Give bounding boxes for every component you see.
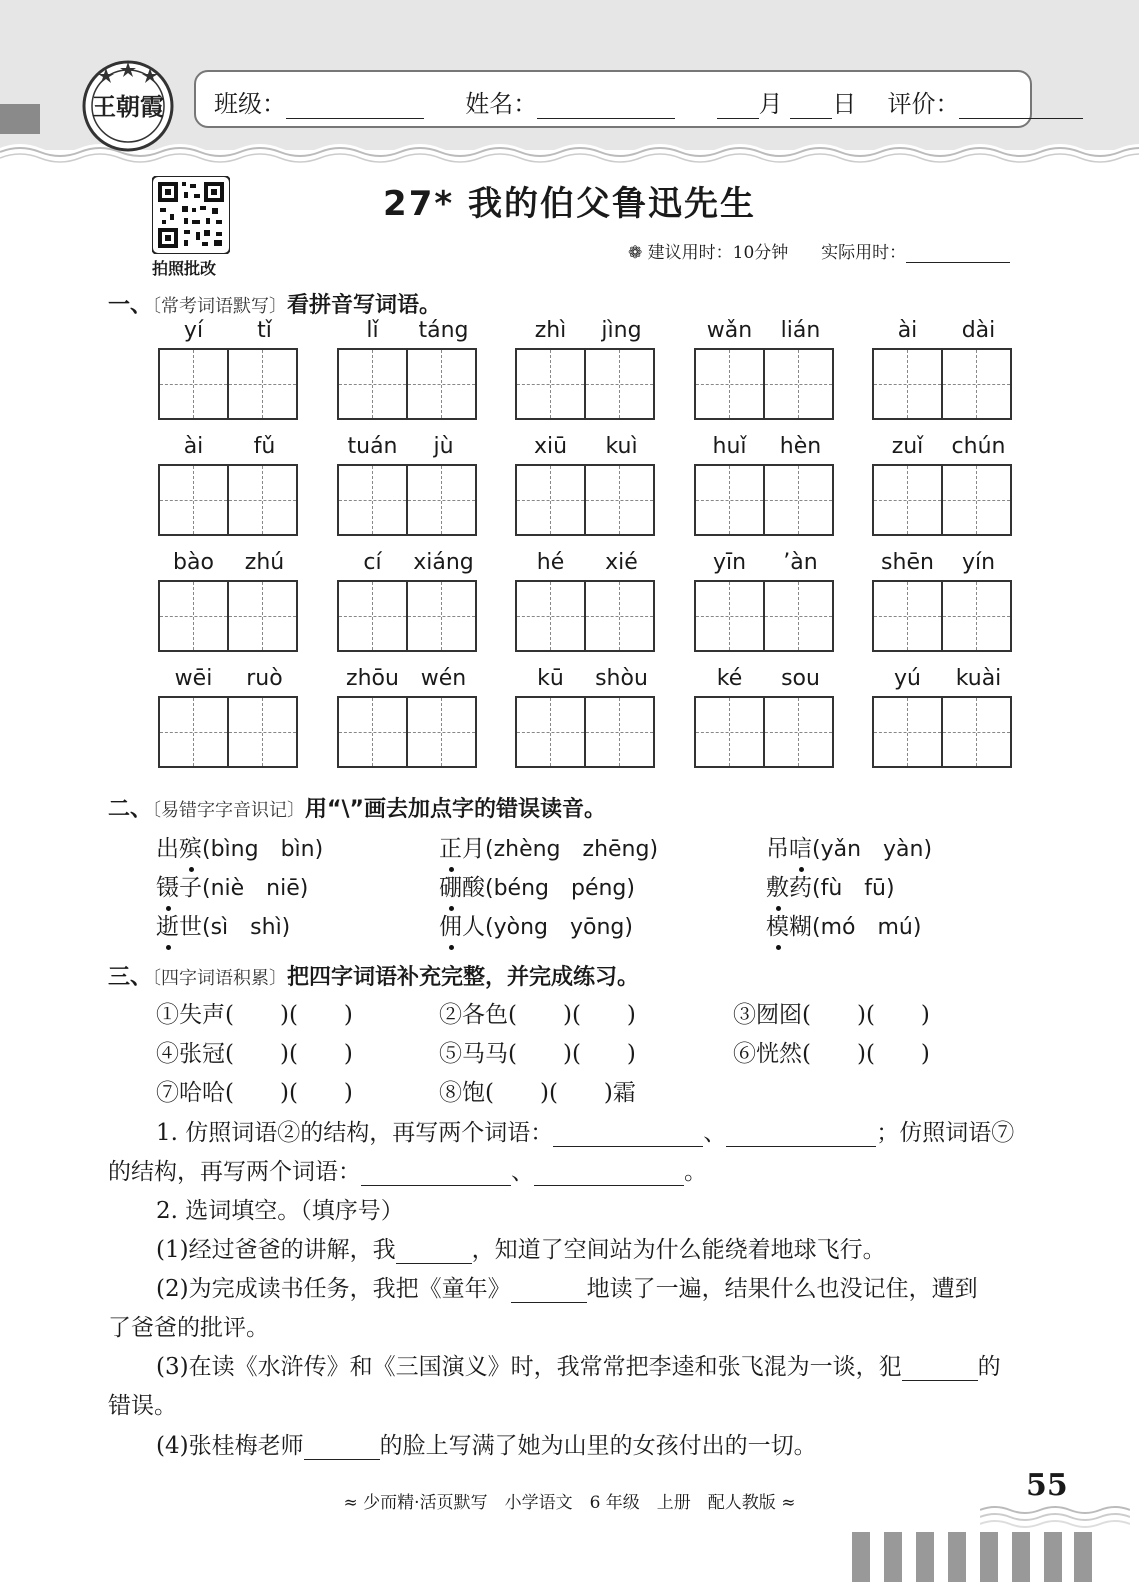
pinyin-syllable: hèn (779, 434, 822, 459)
dotted-char-text: 正 (439, 836, 462, 862)
month-label: 月 (758, 90, 783, 118)
pinyin-syllable: yú (894, 666, 921, 691)
dotted-char (766, 875, 789, 901)
writing-cell[interactable] (584, 580, 655, 652)
dotted-char (766, 914, 789, 940)
pinyin-syllable: ké (716, 666, 743, 691)
pinyin-syllable: wén (420, 666, 467, 691)
pinyin-syllable: zuǐ (891, 434, 924, 459)
pinyin-label (694, 550, 836, 580)
writing-cell[interactable] (941, 696, 1012, 768)
page-title: 27* 我的伯父鲁迅先生 (383, 184, 756, 224)
s4-blank[interactable] (304, 1437, 380, 1460)
pinyin-options[interactable]: (niè niē) (202, 876, 309, 901)
writing-cell[interactable] (406, 580, 477, 652)
pinyin-options[interactable]: (yǎn yàn) (812, 837, 933, 862)
s3-blank[interactable] (902, 1358, 978, 1381)
bottom-bars (852, 1532, 1092, 1582)
pinyin-syllable: yí (183, 318, 204, 343)
pinyin-syllable: sou (781, 666, 820, 691)
pinyin-label (694, 666, 836, 696)
writing-cell[interactable] (515, 696, 586, 768)
pinyin-label (158, 550, 300, 580)
pinyin-syllable: lǐ (366, 318, 379, 343)
pinyin-label (337, 666, 479, 696)
sentence-1: (1)经过爸爸的讲解，我 ，知道了空间站为什么能绕着地球飞行。 (156, 1237, 886, 1263)
section2-heading: 二、〔易错字字音识记〕用“\”画去加点字的错误读音。 (108, 797, 606, 822)
emphasis-dot (776, 945, 781, 950)
writing-cell[interactable] (515, 464, 586, 536)
sentence-3-line1: (3)在读《水浒传》和《三国演义》时，我常常把李逵和张飞混为一谈，犯 的 (156, 1354, 1001, 1380)
dotted-char-text: 硼 (439, 875, 462, 901)
writing-cell[interactable] (227, 696, 298, 768)
pinyin-syllable: zhì (534, 318, 567, 343)
pinyin-syllable: ài (897, 318, 918, 343)
pronunciation-item (156, 908, 290, 941)
sentence-3-line2: 错误。 (108, 1393, 177, 1419)
word-part: 药 (789, 875, 812, 901)
writing-cell[interactable] (406, 464, 477, 536)
question-1-line1: 1. 仿照词语②的结构，再写两个词语： 、 ；仿照词语⑦ (156, 1120, 1015, 1146)
dotted-char-text: 唁 (789, 836, 812, 862)
dotted-char (439, 836, 462, 862)
writing-cell[interactable] (872, 464, 943, 536)
writing-cell[interactable] (337, 464, 408, 536)
idiom-item[interactable]: ①失声( )( ) (156, 1002, 353, 1028)
word-part: 世 (179, 914, 202, 940)
pinyin-syllable: zhōu (346, 666, 399, 691)
day-field[interactable] (790, 94, 832, 119)
pinyin-syllable: kuài (955, 666, 1002, 691)
writing-cell[interactable] (872, 348, 943, 420)
time-line (628, 238, 1010, 263)
pinyin-syllable: chún (951, 434, 1006, 459)
pinyin-label (337, 318, 479, 348)
q1-blank-4[interactable] (534, 1163, 684, 1186)
pinyin-label (872, 666, 1014, 696)
writing-cell[interactable] (872, 696, 943, 768)
idiom-item[interactable]: ③囫囵( )( ) (733, 1002, 930, 1028)
s1-blank[interactable] (396, 1241, 472, 1264)
writing-cell[interactable] (763, 696, 834, 768)
pinyin-syllable: zhú (244, 550, 285, 575)
actual-time-label: 实际用时： (821, 243, 907, 263)
class-label: 班级： (214, 90, 286, 118)
pinyin-syllable: cí (363, 550, 382, 575)
pinyin-label (515, 318, 657, 348)
dotted-char (789, 836, 812, 862)
sentence-2-line1: (2)为完成读书任务，我把《童年》 地读了一遍，结果什么也没记住，遭到 (156, 1276, 978, 1302)
s2-blank[interactable] (511, 1280, 587, 1303)
pinyin-syllable: tǐ (257, 318, 272, 343)
sentence-4: (4)张桂梅老师 的脸上写满了她为山里的女孩付出的一切。 (156, 1433, 817, 1459)
pinyin-syllable: xié (605, 550, 638, 575)
pinyin-label (158, 318, 300, 348)
pinyin-label (872, 318, 1014, 348)
footer-text: ≈ 少而精·活页默写 小学语文 6 年级 上册 配人教版 ≈ (343, 1493, 796, 1513)
dotted-char-text: 模 (766, 914, 789, 940)
word-part: 吊 (766, 836, 789, 862)
footer-wave (980, 1500, 1130, 1530)
word-part: 月 (462, 836, 485, 862)
dotted-char-text: 佣 (439, 914, 462, 940)
pinyin-label (337, 550, 479, 580)
gear-icon: ❁ (628, 243, 643, 263)
writing-cell[interactable] (694, 348, 765, 420)
pinyin-syllable: dài (961, 318, 996, 343)
pinyin-options[interactable]: (mó mú) (812, 915, 922, 940)
qr-label: 拍照批改 (152, 259, 217, 278)
idiom-item[interactable]: ⑧饱( )( )霜 (439, 1080, 636, 1106)
dotted-char (179, 836, 202, 862)
writing-cell[interactable] (763, 464, 834, 536)
writing-cell[interactable] (515, 580, 586, 652)
pinyin-options[interactable]: (sì shì) (202, 915, 291, 940)
pinyin-label (158, 666, 300, 696)
dotted-char (156, 875, 179, 901)
sentence-2-line2: 了爸爸的批评。 (108, 1315, 269, 1341)
pronunciation-item (766, 869, 895, 902)
pinyin-syllable: huǐ (712, 434, 747, 459)
pinyin-syllable: yīn (712, 550, 747, 575)
eval-label: 评价： (887, 90, 960, 118)
writing-cell[interactable] (158, 348, 229, 420)
pinyin-label (872, 434, 1014, 464)
suggested-time: 建议用时：10分钟 (647, 243, 789, 263)
idiom-item[interactable]: ⑦哈哈( )( ) (156, 1080, 353, 1106)
pinyin-options[interactable]: (fù fū) (812, 876, 895, 901)
pinyin-syllable: kū (537, 666, 564, 691)
class-field[interactable] (286, 94, 424, 119)
writing-cell[interactable] (941, 348, 1012, 420)
dotted-char-text: 敷 (766, 875, 789, 901)
name-field[interactable] (537, 94, 675, 119)
pinyin-options[interactable]: (bìng bìn) (202, 837, 324, 862)
writing-cell[interactable] (694, 464, 765, 536)
pronunciation-item (156, 830, 323, 863)
actual-time-field[interactable] (906, 242, 1010, 263)
emphasis-dot (449, 945, 454, 950)
page-number: 55 (1026, 1468, 1068, 1503)
pinyin-options[interactable]: (zhèng zhēng) (485, 837, 659, 862)
section1-heading: 一、〔常考词语默写〕看拼音写词语。 (108, 293, 442, 318)
writing-cell[interactable] (337, 696, 408, 768)
pronunciation-item (439, 830, 658, 863)
word-part: 人 (462, 914, 485, 940)
dotted-char (439, 914, 462, 940)
section3-heading: 三、〔四字词语积累〕把四字词语补充完整，并完成练习。 (108, 965, 640, 990)
pronunciation-item (439, 869, 635, 902)
writing-cell[interactable] (515, 348, 586, 420)
emphasis-dot (166, 945, 171, 950)
pinyin-syllable: xiū (533, 434, 568, 459)
pinyin-syllable: wēi (174, 666, 213, 691)
q1-blank-3[interactable] (361, 1163, 511, 1186)
pronunciation-item (156, 869, 308, 902)
pinyin-label (515, 550, 657, 580)
pinyin-label (515, 434, 657, 464)
writing-cell[interactable] (227, 580, 298, 652)
q1-blank-1[interactable] (553, 1124, 703, 1147)
pinyin-syllable: bào (173, 550, 214, 575)
pinyin-label (515, 666, 657, 696)
question-1-line2: 的结构，再写两个词语： 、 。 (108, 1159, 707, 1185)
brand-seal-logo (80, 58, 176, 154)
writing-cell[interactable] (337, 580, 408, 652)
pinyin-syllable: ruò (246, 666, 283, 691)
idiom-item[interactable]: ⑥恍然( )( ) (733, 1041, 930, 1067)
pinyin-syllable: fǔ (253, 434, 276, 459)
writing-cell[interactable] (872, 580, 943, 652)
pinyin-syllable: jìng (601, 318, 642, 343)
pinyin-label (694, 434, 836, 464)
writing-cell[interactable] (694, 696, 765, 768)
pinyin-label (158, 434, 300, 464)
pronunciation-item (439, 908, 633, 941)
word-part: 出 (156, 836, 179, 862)
dotted-char (439, 875, 462, 901)
word-part: 糊 (789, 914, 812, 940)
pinyin-options[interactable]: (yòng yōng) (485, 915, 633, 940)
pinyin-syllable: ’àn (783, 550, 818, 575)
idiom-item[interactable]: ②各色( )( ) (439, 1002, 636, 1028)
writing-cell[interactable] (941, 464, 1012, 536)
pinyin-syllable: xiáng (413, 550, 474, 575)
writing-cell[interactable] (763, 580, 834, 652)
side-tab (0, 104, 40, 134)
pinyin-syllable: shòu (595, 666, 648, 691)
pinyin-label (337, 434, 479, 464)
day-label: 日 (832, 90, 857, 118)
writing-cell[interactable] (941, 580, 1012, 652)
month-field[interactable] (717, 94, 759, 119)
pinyin-label (872, 550, 1014, 580)
pronunciation-item (766, 908, 921, 941)
word-part: 子 (179, 875, 202, 901)
pinyin-syllable: wǎn (706, 318, 753, 343)
eval-field[interactable] (959, 94, 1083, 119)
writing-cell[interactable] (584, 348, 655, 420)
question-2: 2. 选词填空。（填序号） (156, 1198, 404, 1224)
pronunciation-item (766, 830, 932, 863)
idiom-item[interactable]: ④张冠( )( ) (156, 1041, 353, 1067)
pinyin-syllable: ài (183, 434, 204, 459)
writing-cell[interactable] (584, 696, 655, 768)
writing-cell[interactable] (158, 580, 229, 652)
writing-cell[interactable] (694, 580, 765, 652)
dotted-char-text: 逝 (156, 914, 179, 940)
dotted-char-text: 殡 (179, 836, 202, 862)
pinyin-syllable: hé (536, 550, 565, 575)
pinyin-syllable: jù (433, 434, 454, 459)
pinyin-syllable: shēn (881, 550, 934, 575)
q1-blank-2[interactable] (726, 1124, 876, 1147)
pinyin-syllable: kuì (605, 434, 638, 459)
pinyin-label (694, 318, 836, 348)
writing-cell[interactable] (158, 696, 229, 768)
pinyin-syllable: tuán (347, 434, 398, 459)
pinyin-syllable: táng (418, 318, 469, 343)
writing-cell[interactable] (227, 464, 298, 536)
student-info-box (194, 70, 1032, 128)
writing-cell[interactable] (406, 348, 477, 420)
pinyin-syllable: yín (961, 550, 996, 575)
word-part: 酸 (462, 875, 485, 901)
writing-cell[interactable] (406, 696, 477, 768)
writing-cell[interactable] (227, 348, 298, 420)
seal-text: 王朝霞 (92, 92, 164, 121)
dotted-char (156, 914, 179, 940)
writing-cell[interactable] (584, 464, 655, 536)
pinyin-options[interactable]: (béng péng) (485, 876, 635, 901)
idiom-item[interactable]: ⑤马马( )( ) (439, 1041, 636, 1067)
writing-cell[interactable] (337, 348, 408, 420)
pinyin-syllable: lián (780, 318, 821, 343)
writing-cell[interactable] (158, 464, 229, 536)
name-label: 姓名： (465, 90, 538, 118)
dotted-char-text: 镊 (156, 875, 179, 901)
writing-cell[interactable] (763, 348, 834, 420)
